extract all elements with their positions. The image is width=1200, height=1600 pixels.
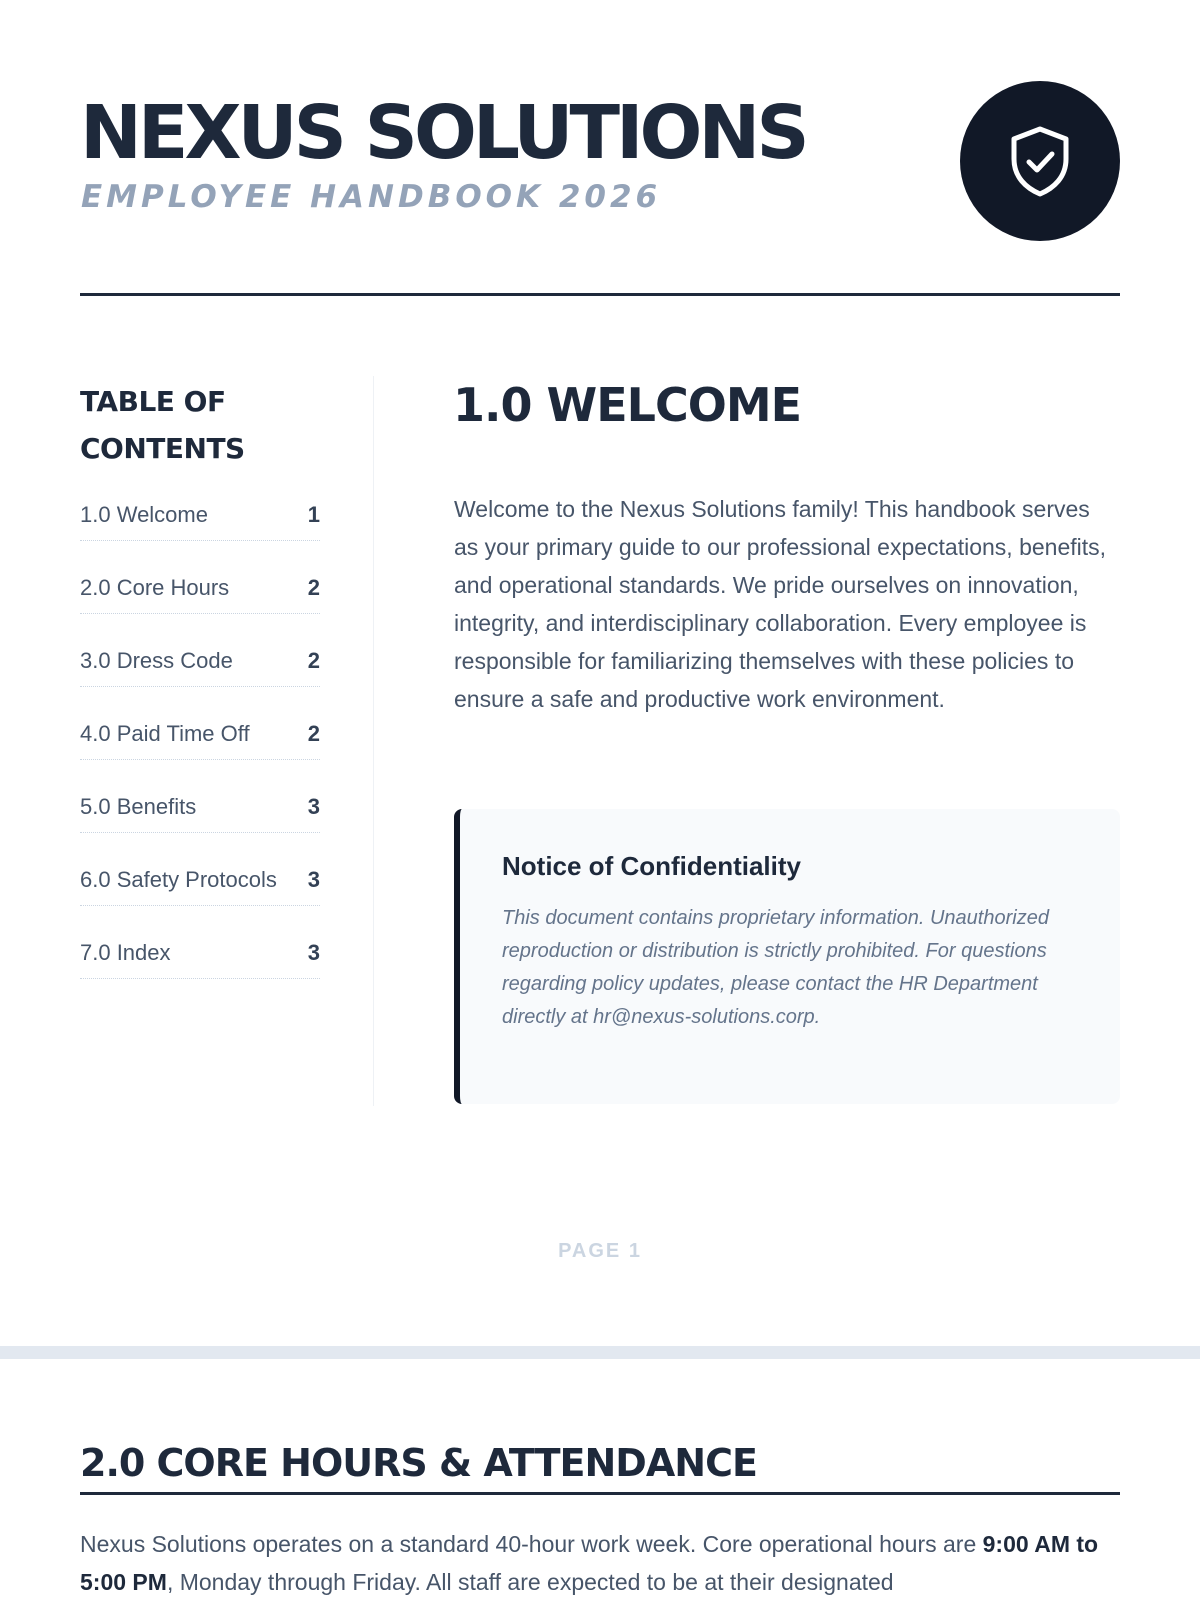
toc-item-page: 2 [307, 575, 320, 600]
toc-item-safety-protocols[interactable] [80, 855, 320, 906]
welcome-heading: 1.0 WELCOME [453, 378, 802, 432]
toc-item-page: 2 [307, 721, 320, 746]
toc-item-page: 3 [307, 940, 320, 965]
toc-item-dress-code[interactable] [80, 636, 320, 687]
toc-item-paid-time-off[interactable] [80, 709, 320, 760]
core-hours-heading: 2.0 CORE HOURS & ATTENDANCE [80, 1441, 757, 1485]
notice-text: This document contains proprietary information. Unauthorized reproduction or distribution is strictly prohibited. For questions regarding policy updates, please contact the HR Department directly at hr@nexus-solutions.corp. [502, 907, 1049, 1029]
toc-item-core-hours[interactable] [80, 563, 320, 614]
toc-item-page: 1 [307, 502, 320, 527]
toc-item-page: 2 [307, 648, 320, 673]
page-separator [0, 1346, 1200, 1359]
toc-item-label: 7.0 Index [80, 940, 171, 965]
toc-item-welcome[interactable] [80, 490, 320, 541]
header-divider [80, 293, 1120, 296]
table-of-contents [80, 378, 320, 1001]
notice-title: Notice of Confidentiality [502, 851, 801, 881]
core-hours-time: 9:00 AM to 5:00 PM [80, 1531, 1099, 1595]
toc-item-label: 6.0 Safety Protocols [80, 867, 277, 892]
toc-item-label: 2.0 Core Hours [80, 575, 230, 600]
company-name: NEXUS SOLUTIONS [80, 90, 806, 176]
toc-item-page: 3 [307, 867, 320, 892]
toc-item-index[interactable] [80, 928, 320, 979]
section-divider [80, 1492, 1120, 1495]
toc-item-label: 4.0 Paid Time Off [80, 721, 250, 746]
toc-item-label: 1.0 Welcome [80, 502, 208, 527]
toc-item-page: 3 [307, 794, 320, 819]
core-hours-paragraph [80, 1525, 1120, 1600]
confidentiality-notice [454, 809, 1120, 1104]
core-hours-rest: , Monday through Friday. All staff are expected to be at their designated [166, 1569, 894, 1595]
company-logo [960, 81, 1120, 241]
handbook-page-2 [0, 1359, 1200, 1600]
handbook-subtitle: EMPLOYEE HANDBOOK 2026 [81, 179, 662, 215]
page-number-label: PAGE 1 [558, 1240, 642, 1262]
column-divider [373, 376, 374, 1106]
toc-item-label: 5.0 Benefits [80, 794, 197, 819]
shield-check-icon [1008, 125, 1072, 197]
toc-item-label: 3.0 Dress Code [80, 648, 233, 673]
welcome-paragraph: Welcome to the Nexus Solutions family! This handbook serves as your primary guide to our professional expectations, benefits, and operational standards. We pride ourselves on innovation, integrity, and interdisciplinary collaboration. Every employee is responsible for familiarizing themselves with these policies to ensure a safe and productive work environment. [454, 496, 1107, 712]
toc-title: TABLE OF CONTENTS [80, 385, 245, 465]
core-hours-intro: Nexus Solutions operates on a standard 40-hour work week. Core operational hours are [80, 1531, 983, 1557]
toc-item-benefits[interactable] [80, 782, 320, 833]
